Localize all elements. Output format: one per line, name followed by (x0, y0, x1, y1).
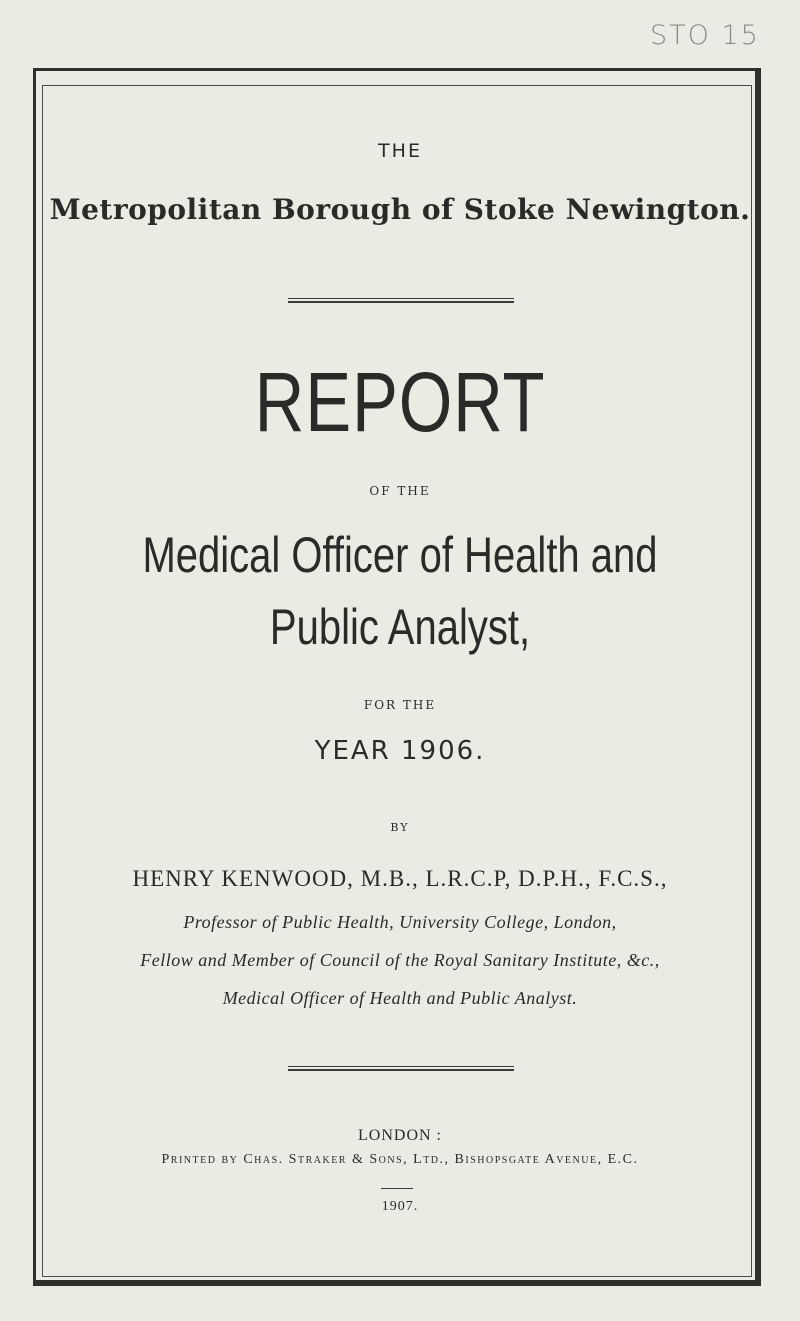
borough-title: Metropolitan Borough of Stoke Newington. (49, 193, 751, 226)
author-credential: Professor of Public Health, University College, London, (183, 912, 617, 932)
for-the-label: FOR THE (363, 698, 437, 712)
imprint-date: 1907. (381, 1199, 419, 1214)
title-line-1: Medical Officer of Health and (142, 527, 658, 583)
imprint-printer: Printed by Chas. Straker & Sons, Ltd., Bishopsgate Avenue, E.C. (161, 1152, 639, 1167)
inner-border (42, 85, 752, 1277)
header-the: THE (378, 140, 422, 162)
divider-top (288, 298, 514, 303)
handwritten-annotation: STO 15 (650, 20, 760, 51)
imprint-place: LONDON : (358, 1127, 442, 1144)
author-credential: Fellow and Member of Council of the Royal Sanitary Institute, &c., (140, 950, 660, 970)
author-name: HENRY KENWOOD, M.B., L.R.C.P, D.P.H., F.C.S., (132, 866, 668, 891)
year-heading: YEAR 1906. (314, 736, 486, 766)
author-credential: Medical Officer of Health and Public Analyst. (222, 988, 578, 1008)
of-the-label: OF THE (369, 484, 431, 498)
divider-bottom (288, 1066, 514, 1071)
report-heading: REPORT (254, 355, 546, 449)
imprint-rule (381, 1188, 413, 1189)
title-line-2: Public Analyst, (269, 599, 531, 655)
by-label: BY (390, 821, 410, 834)
